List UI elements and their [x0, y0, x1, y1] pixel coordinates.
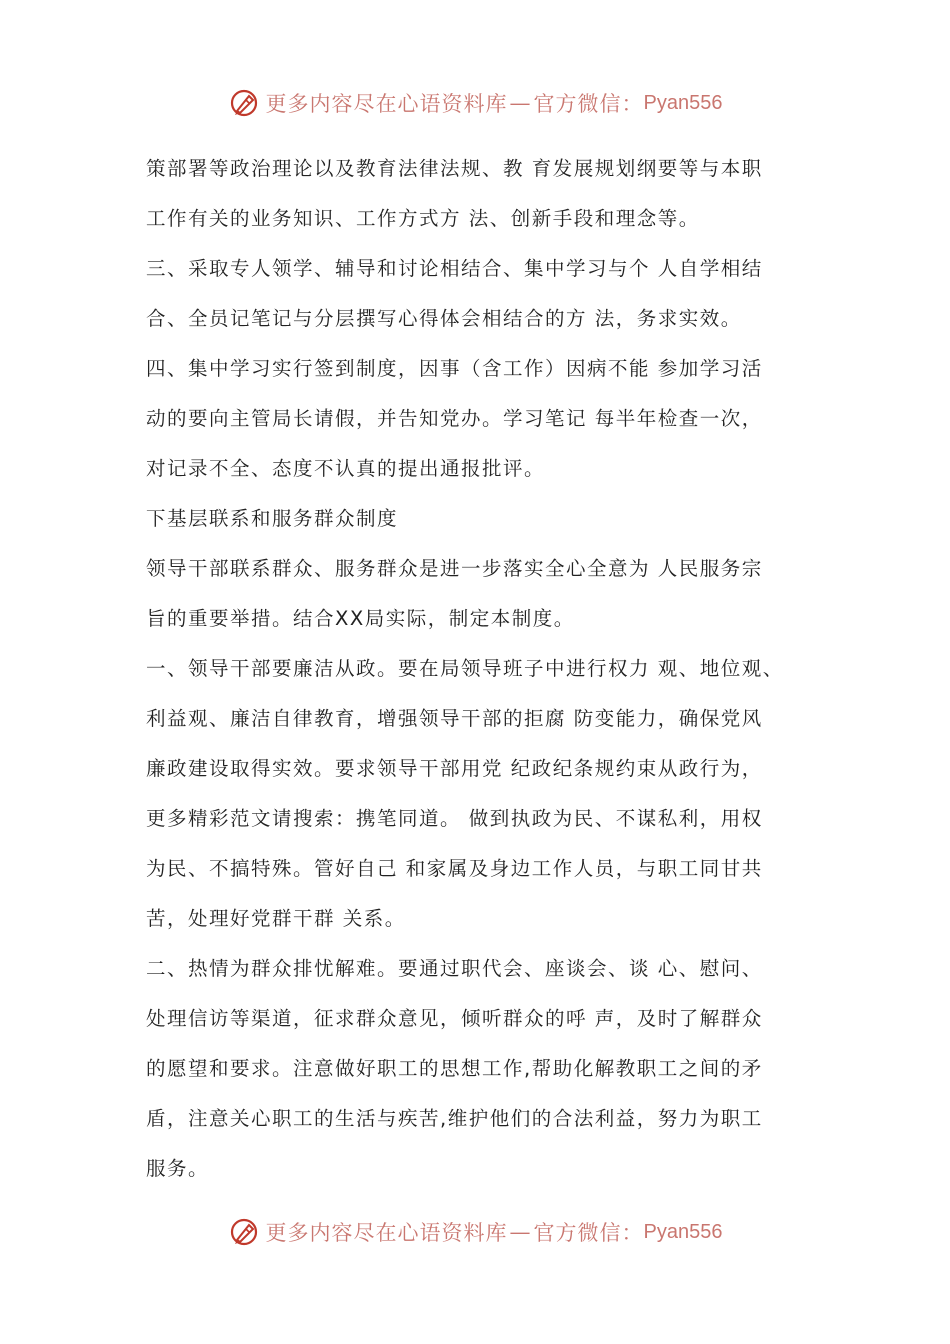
text-line: 苦，处理好党群干群 关系。 — [146, 907, 406, 930]
text-line: 策部署等政治理论以及教育法律法规、教 育发展规划纲要等与本职 — [146, 157, 763, 180]
text-line: 更多精彩范文请搜索：携笔同道。 做到执政为民、不谋私利，用权 — [146, 807, 763, 830]
banner-wechat-handle: Pyan556 — [643, 1220, 723, 1243]
text-line: 服务。 — [146, 1157, 210, 1180]
banner-separator: — — [509, 1220, 532, 1244]
pen-nib-circle-logo-icon — [228, 87, 260, 119]
banner-title: 更多内容尽在心语资料库 — [265, 1221, 508, 1245]
text-line: 的愿望和要求。注意做好职工的思想工作,帮助化解教职工之间的矛 — [146, 1057, 763, 1080]
header-banner — [0, 83, 950, 123]
text-line: 四、集中学习实行签到制度，因事（含工作）因病不能 参加学习活 — [146, 357, 763, 380]
banner-wechat-handle: Pyan556 — [643, 91, 723, 114]
text-line: 对记录不全、态度不认真的提出通报批评。 — [146, 457, 546, 480]
text-line: 旨的重要举措。结合XX局实际，制定本制度。 — [146, 607, 575, 630]
pen-nib-circle-logo-icon — [228, 1216, 260, 1248]
banner-wechat-label: 官方微信： — [533, 92, 644, 116]
text-line: 一、领导干部要廉洁从政。要在局领导班子中进行权力 观、地位观、 — [146, 657, 784, 680]
banner-title: 更多内容尽在心语资料库 — [265, 92, 508, 116]
banner-separator: — — [509, 91, 532, 115]
text-line: 利益观、廉洁自律教育，增强领导干部的拒腐 防变能力，确保党风 — [146, 707, 763, 730]
text-line: 为民、不搞特殊。管好自己 和家属及身边工作人员，与职工同甘共 — [146, 857, 763, 880]
banner-wechat-label: 官方微信： — [533, 1221, 644, 1245]
text-line: 三、采取专人领学、辅导和讨论相结合、集中学习与个 人自学相结 — [146, 257, 763, 280]
document-body — [146, 151, 846, 1201]
text-line: 领导干部联系群众、服务群众是进一步落实全心全意为 人民服务宗 — [146, 557, 763, 580]
text-line: 二、热情为群众排忧解难。要通过职代会、座谈会、谈 心、慰问、 — [146, 957, 763, 980]
text-line: 合、全员记笔记与分层撰写心得体会相结合的方 法，务求实效。 — [146, 307, 742, 330]
text-line: 工作有关的业务知识、工作方式方 法、创新手段和理念等。 — [146, 207, 700, 230]
text-line: 廉政建设取得实效。要求领导干部用党 纪政纪条规约束从政行为， — [146, 757, 763, 780]
text-line: 处理信访等渠道，征求群众意见，倾听群众的呼 声，及时了解群众 — [146, 1007, 763, 1030]
footer-banner — [0, 1212, 950, 1252]
text-line: 动的要向主管局长请假，并告知党办。学习笔记 每半年检查一次， — [146, 407, 763, 430]
text-line: 盾，注意关心职工的生活与疾苦,维护他们的合法利益，努力为职工 — [146, 1107, 763, 1130]
section-heading: 下基层联系和服务群众制度 — [146, 507, 399, 530]
